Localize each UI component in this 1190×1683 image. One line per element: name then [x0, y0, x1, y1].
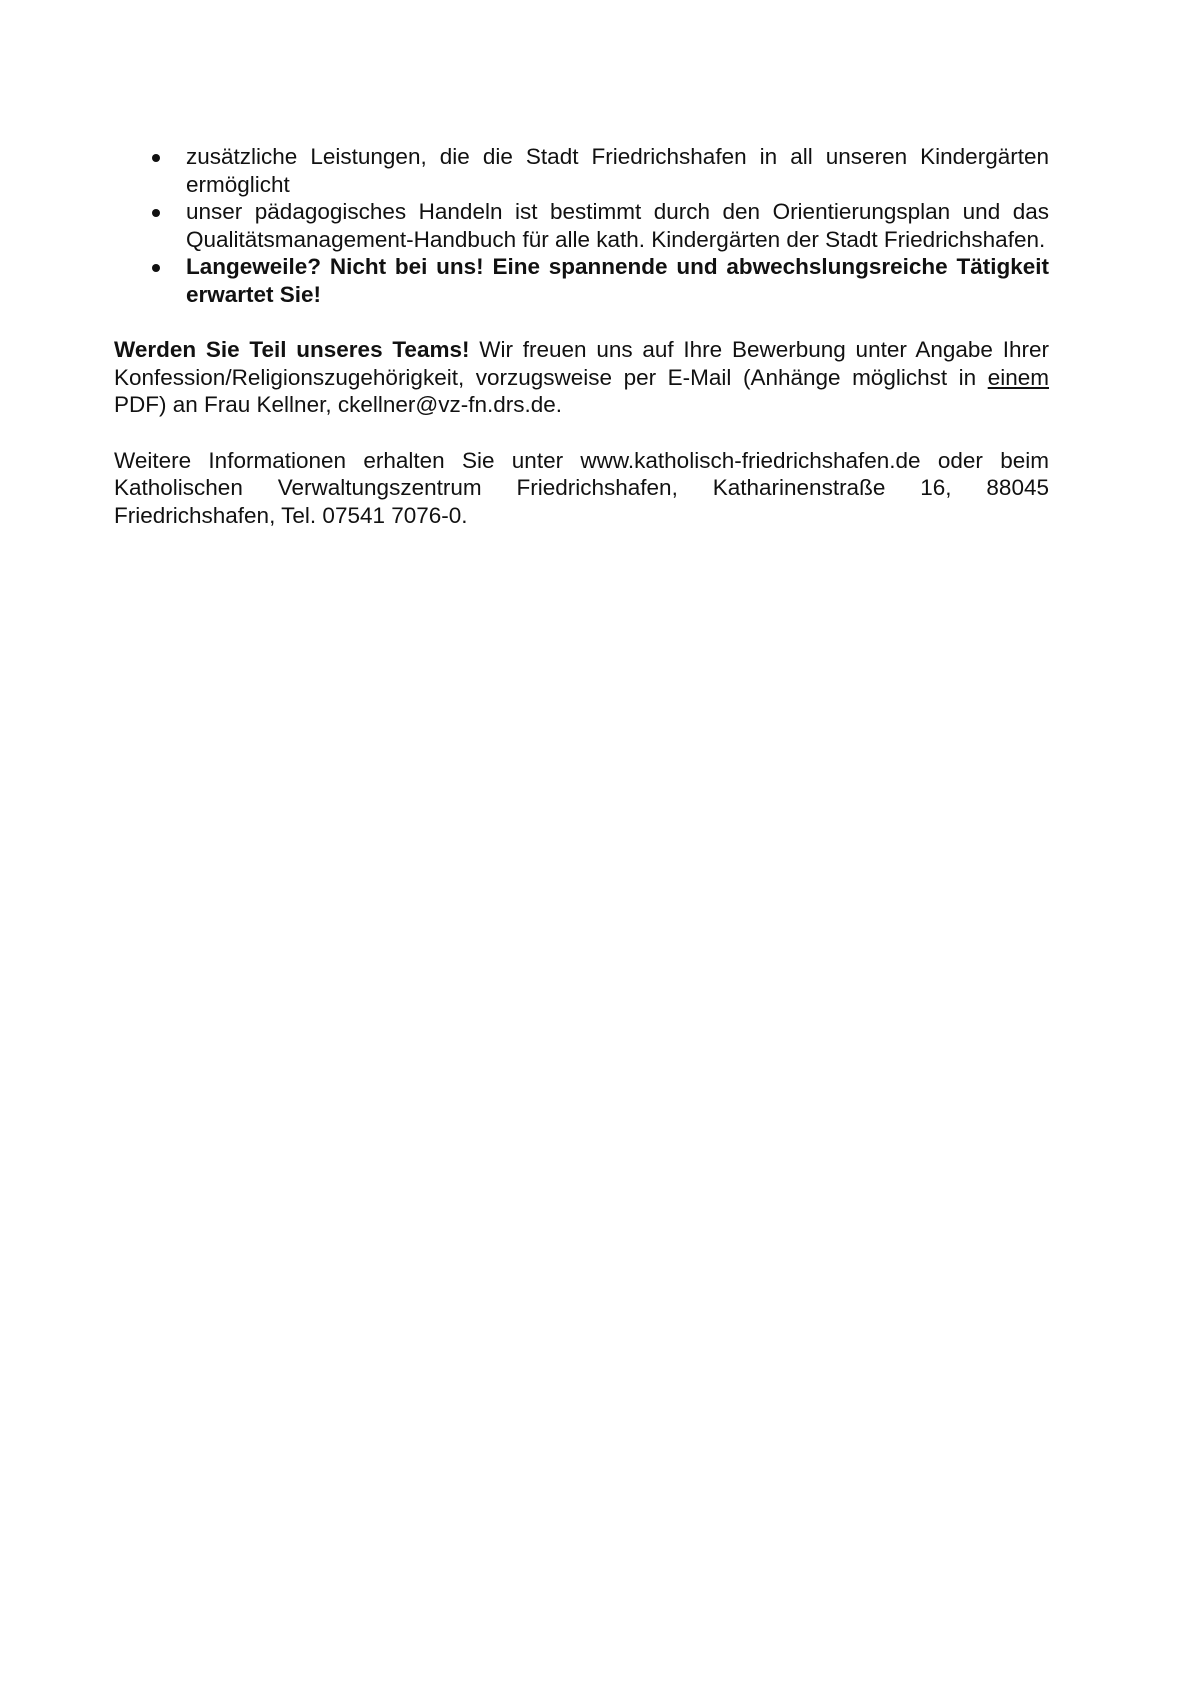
bullet-icon [152, 209, 160, 217]
document-page [114, 143, 1049, 529]
list-item-text: unser pädagogisches Handeln ist bestimmt durch den Orientierungsplan und das Qualitätsmanagement-Handbuch für alle kath. Kindergärten der Stadt Friedrichshafen. [186, 199, 1049, 252]
list-item [114, 143, 1049, 198]
application-lead: Werden Sie Teil unseres Teams! [114, 337, 470, 362]
benefits-list [114, 143, 1049, 308]
bullet-icon [152, 154, 160, 162]
list-item [114, 253, 1049, 308]
underlined-word: einem [987, 364, 1049, 390]
list-item [114, 198, 1049, 253]
info-paragraph: Weitere Informationen erhalten Sie unter www.katholisch-friedrichshafen.de oder beim Katholischen Verwaltungszentrum Friedrichshafen, Katharinenstraße 16, 88045 Friedrichshafen, Tel. 07541 7076-0. [114, 447, 1049, 528]
application-paragraph [114, 336, 1049, 419]
application-text-1: Wir freuen uns auf Ihre Bewerbung unter Angabe Ihrer Konfession/Religionszugehörigkeit, vorzugsweise per E-Mail (Anhänge möglichst in [114, 337, 1049, 390]
list-item-text: zusätzliche Leistungen, die die Stadt Friedrichshafen in all unseren Kindergärten ermöglicht [186, 144, 1049, 197]
application-text-2: PDF) an Frau Kellner, ckellner@vz-fn.drs.de. [114, 392, 563, 417]
list-item-text: Langeweile? Nicht bei uns! Eine spannende und abwechslungsreiche Tätigkeit erwartet Sie! [186, 254, 1049, 307]
bullet-icon [152, 264, 160, 272]
